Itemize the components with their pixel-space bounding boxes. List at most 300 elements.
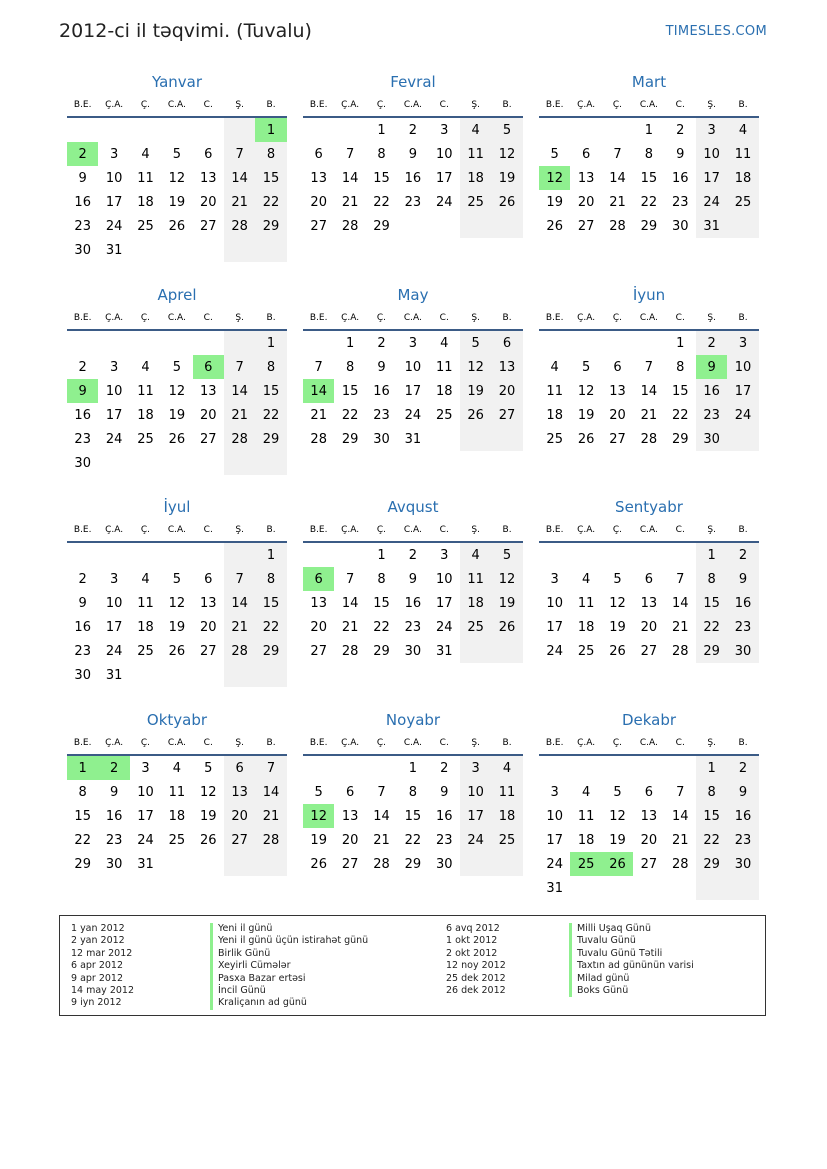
day-cell: 4 xyxy=(141,146,150,162)
legend-left-dates xyxy=(71,923,134,1010)
weekday-label: C. xyxy=(203,313,213,323)
day-cell: 29 xyxy=(341,431,359,447)
day-cell: 13 xyxy=(491,355,522,379)
day-cell: 17 xyxy=(435,595,453,611)
weekday-label: Ç. xyxy=(376,100,387,110)
empty-cell xyxy=(633,331,664,355)
empty-cell xyxy=(224,118,255,142)
weekday-header xyxy=(539,519,759,543)
day-cell: 15 xyxy=(640,170,658,186)
day-cell: 11 xyxy=(460,142,491,166)
weekday-label: Ç. xyxy=(376,525,387,535)
empty-cell xyxy=(161,451,192,475)
empty-cell xyxy=(193,543,224,567)
day-cell: 12 xyxy=(609,808,626,824)
day-cell: 16 xyxy=(74,194,91,210)
day-cell: 25 xyxy=(491,828,522,852)
day-cell: 8 xyxy=(644,146,653,162)
empty-cell xyxy=(491,639,522,663)
day-cell: 5 xyxy=(460,331,491,355)
day-cell: 2 xyxy=(78,359,87,375)
day-cell: 10 xyxy=(137,784,154,800)
day-cell: 16 xyxy=(74,619,91,635)
empty-cell xyxy=(633,756,664,780)
day-cell: 10 xyxy=(696,142,727,166)
weekday-label: C.A. xyxy=(403,738,422,748)
empty-cell xyxy=(334,118,365,142)
day-cell: 27 xyxy=(640,643,658,659)
day-cell: 23 xyxy=(671,194,689,210)
day-cell: 3 xyxy=(440,122,449,138)
empty-cell xyxy=(67,543,98,567)
day-cell: 25 xyxy=(570,852,601,876)
day-cell: 26 xyxy=(199,832,217,848)
day-cell: 3 xyxy=(440,547,449,563)
day-cell: 10 xyxy=(546,595,563,611)
weekday-label: Ç. xyxy=(612,525,623,535)
day-grid xyxy=(303,756,523,876)
day-grid xyxy=(539,543,759,663)
weekday-label: Ç.A. xyxy=(341,313,360,323)
day-cell: 3 xyxy=(109,359,119,375)
day-cell: 22 xyxy=(373,619,390,635)
day-cell: 24 xyxy=(460,828,491,852)
day-cell: 1 xyxy=(644,122,653,138)
day-cell: 16 xyxy=(696,379,727,403)
day-cell: 28 xyxy=(671,856,689,872)
legend-left-names xyxy=(210,923,368,1010)
weekday-label: Ş. xyxy=(707,100,716,110)
empty-cell xyxy=(602,756,633,780)
day-cell: 11 xyxy=(546,383,563,399)
weekday-label: Ç.A. xyxy=(105,313,124,323)
day-cell: 3 xyxy=(550,784,559,800)
weekday-label: Ş. xyxy=(235,525,244,535)
day-cell: 6 xyxy=(204,571,213,587)
day-cell: 20 xyxy=(577,194,595,210)
day-cell: 29 xyxy=(671,431,689,447)
day-cell: 11 xyxy=(491,780,522,804)
empty-cell xyxy=(665,756,696,780)
day-cell: 25 xyxy=(137,218,154,234)
day-cell: 4 xyxy=(581,784,591,800)
day-cell: 15 xyxy=(671,383,689,399)
weekday-label: B. xyxy=(502,100,512,110)
month-name: Fevral xyxy=(390,73,436,91)
day-cell: 30 xyxy=(435,856,453,872)
legend-date: 1 okt 2012 xyxy=(446,935,498,947)
day-cell: 26 xyxy=(168,431,186,447)
weekday-label: Ç.A. xyxy=(341,100,360,110)
weekday-header xyxy=(67,94,287,118)
day-cell: 30 xyxy=(74,455,91,471)
weekday-label: Ş. xyxy=(235,738,244,748)
weekday-label: Ç. xyxy=(140,313,151,323)
weekday-label: Ç.A. xyxy=(105,100,124,110)
day-cell: 15 xyxy=(696,591,727,615)
day-cell: 3 xyxy=(109,571,119,587)
weekday-label: B.E. xyxy=(309,738,328,748)
day-cell: 19 xyxy=(168,619,186,635)
day-cell: 23 xyxy=(435,832,453,848)
weekday-header xyxy=(539,307,759,331)
empty-cell xyxy=(224,238,255,262)
day-cell: 16 xyxy=(74,407,91,423)
legend-date: 12 noy 2012 xyxy=(446,960,506,972)
month-yanvar xyxy=(67,70,287,262)
day-cell: 4 xyxy=(727,118,758,142)
weekday-label: Ç.A. xyxy=(341,525,360,535)
empty-cell xyxy=(570,756,601,780)
day-cell: 13 xyxy=(577,170,595,186)
day-cell: 29 xyxy=(255,427,286,451)
day-cell: 9 xyxy=(408,146,417,162)
legend-date: 25 dek 2012 xyxy=(446,972,506,984)
day-cell: 16 xyxy=(671,170,689,186)
day-cell: 20 xyxy=(224,804,255,828)
weekday-label: C. xyxy=(203,525,213,535)
weekday-header xyxy=(539,94,759,118)
day-cell: 22 xyxy=(74,832,91,848)
weekday-label: B. xyxy=(502,738,512,748)
day-cell: 9 xyxy=(696,355,727,379)
day-cell: 25 xyxy=(137,431,154,447)
day-cell: 4 xyxy=(172,760,181,776)
day-cell: 23 xyxy=(727,615,758,639)
day-cell: 13 xyxy=(310,595,327,611)
empty-cell xyxy=(303,543,334,567)
day-cell: 8 xyxy=(255,355,286,379)
day-cell: 6 xyxy=(204,146,213,162)
day-cell: 14 xyxy=(341,170,359,186)
day-cell: 4 xyxy=(460,543,491,567)
day-cell: 5 xyxy=(550,146,559,162)
weekday-label: B.E. xyxy=(73,525,92,535)
weekday-label: C.A. xyxy=(167,738,186,748)
day-cell: 21 xyxy=(671,832,689,848)
day-cell: 18 xyxy=(137,619,154,635)
day-cell: 19 xyxy=(199,808,217,824)
day-cell: 24 xyxy=(105,218,123,234)
weekday-label: C.A. xyxy=(403,100,422,110)
day-cell: 25 xyxy=(460,615,491,639)
day-cell: 10 xyxy=(435,146,453,162)
day-grid xyxy=(303,118,523,238)
day-cell: 1 xyxy=(408,760,417,776)
weekday-label: B.E. xyxy=(73,100,92,110)
day-cell: 18 xyxy=(168,808,186,824)
day-cell: 9 xyxy=(727,780,758,804)
weekday-label: Ç. xyxy=(612,313,623,323)
day-cell: 26 xyxy=(609,643,626,659)
weekday-header xyxy=(303,307,523,331)
day-cell: 31 xyxy=(696,214,727,238)
empty-cell xyxy=(303,118,334,142)
day-cell: 11 xyxy=(577,595,595,611)
day-cell: 9 xyxy=(440,784,449,800)
day-cell: 3 xyxy=(109,146,119,162)
day-cell: 22 xyxy=(696,615,727,639)
weekday-label: Ş. xyxy=(471,313,480,323)
day-cell: 19 xyxy=(491,591,522,615)
day-cell: 25 xyxy=(460,190,491,214)
day-cell: 12 xyxy=(199,784,217,800)
weekday-label: C.A. xyxy=(403,525,422,535)
empty-cell xyxy=(570,331,601,355)
day-cell: 17 xyxy=(460,804,491,828)
day-cell: 31 xyxy=(546,880,563,896)
day-cell: 9 xyxy=(408,571,417,587)
day-cell: 30 xyxy=(727,639,758,663)
day-cell: 4 xyxy=(141,571,150,587)
day-cell: 25 xyxy=(577,643,595,659)
empty-cell xyxy=(255,238,286,262)
day-cell: 19 xyxy=(168,407,186,423)
day-cell: 21 xyxy=(341,194,359,210)
day-cell: 23 xyxy=(404,194,422,210)
empty-cell xyxy=(130,238,161,262)
legend-date: 26 dek 2012 xyxy=(446,984,506,996)
day-cell: 7 xyxy=(345,146,355,162)
day-cell: 24 xyxy=(696,190,727,214)
day-cell: 24 xyxy=(727,403,758,427)
day-cell: 15 xyxy=(74,808,91,824)
day-cell: 28 xyxy=(341,218,359,234)
legend-holiday: Boks Günü xyxy=(569,985,694,997)
day-cell: 4 xyxy=(581,571,591,587)
day-cell: 13 xyxy=(199,170,217,186)
empty-cell xyxy=(570,876,601,900)
day-cell: 16 xyxy=(404,170,422,186)
day-cell: 27 xyxy=(577,218,595,234)
day-cell: 8 xyxy=(255,567,286,591)
day-cell: 29 xyxy=(696,852,727,876)
empty-cell xyxy=(67,118,98,142)
legend-holiday: Tuvalu Günü Tətili xyxy=(569,948,694,960)
month-name: Sentyabr xyxy=(615,498,683,516)
day-cell: 8 xyxy=(696,567,727,591)
day-cell: 10 xyxy=(435,571,453,587)
weekday-label: Ş. xyxy=(707,313,716,323)
legend-holiday: Pasxa Bazar ertəsi xyxy=(210,973,368,985)
weekday-label: B. xyxy=(502,313,512,323)
month-name: İyun xyxy=(632,286,666,304)
day-cell: 11 xyxy=(460,567,491,591)
day-cell: 6 xyxy=(224,756,255,780)
day-cell: 19 xyxy=(460,379,491,403)
day-cell: 20 xyxy=(199,619,217,635)
day-cell: 5 xyxy=(491,543,522,567)
day-cell: 21 xyxy=(640,407,658,423)
day-cell: 13 xyxy=(199,595,217,611)
day-cell: 30 xyxy=(404,643,422,659)
empty-cell xyxy=(460,427,491,451)
day-cell: 27 xyxy=(224,828,255,852)
brand-logo[interactable]: TIMESLES.COM xyxy=(665,24,767,39)
day-cell: 7 xyxy=(224,567,255,591)
day-cell: 19 xyxy=(310,832,327,848)
day-cell: 28 xyxy=(640,431,658,447)
day-cell: 8 xyxy=(676,359,685,375)
day-cell: 15 xyxy=(341,383,359,399)
day-cell: 24 xyxy=(435,194,453,210)
day-cell: 5 xyxy=(204,760,213,776)
legend-right-dates xyxy=(446,923,506,997)
day-cell: 8 xyxy=(377,571,386,587)
day-cell: 29 xyxy=(373,643,390,659)
day-cell: 17 xyxy=(546,832,563,848)
day-cell: 24 xyxy=(546,643,563,659)
empty-cell xyxy=(491,427,522,451)
weekday-label: Ç. xyxy=(140,738,151,748)
day-cell: 28 xyxy=(373,856,390,872)
weekday-header xyxy=(67,307,287,331)
day-cell: 29 xyxy=(640,218,658,234)
day-cell: 12 xyxy=(168,170,186,186)
day-cell: 18 xyxy=(727,166,758,190)
weekday-label: Ş. xyxy=(235,100,244,110)
holiday-legend xyxy=(59,915,766,1016)
day-cell: 2 xyxy=(727,543,758,567)
day-grid xyxy=(67,756,287,876)
month-name: Oktyabr xyxy=(146,711,208,729)
day-cell: 7 xyxy=(676,784,685,800)
day-cell: 16 xyxy=(435,808,453,824)
day-cell: 8 xyxy=(345,359,355,375)
day-cell: 18 xyxy=(577,832,595,848)
empty-cell xyxy=(193,118,224,142)
day-cell: 23 xyxy=(74,431,91,447)
day-cell: 15 xyxy=(373,170,390,186)
day-cell: 13 xyxy=(310,170,327,186)
day-cell: 30 xyxy=(74,667,91,683)
day-cell: 28 xyxy=(255,828,286,852)
month-fevral xyxy=(303,70,523,238)
empty-cell xyxy=(161,331,192,355)
day-cell: 14 xyxy=(609,170,626,186)
day-cell: 7 xyxy=(224,355,255,379)
day-cell: 5 xyxy=(581,359,591,375)
day-cell: 30 xyxy=(105,856,123,872)
empty-cell xyxy=(161,118,192,142)
month-aprel xyxy=(67,283,287,475)
weekday-label: B. xyxy=(502,525,512,535)
empty-cell xyxy=(602,543,633,567)
empty-cell xyxy=(98,451,129,475)
day-cell: 12 xyxy=(303,804,334,828)
day-cell: 24 xyxy=(105,431,123,447)
day-grid xyxy=(539,331,759,451)
day-cell: 27 xyxy=(609,431,626,447)
day-cell: 15 xyxy=(696,804,727,828)
day-cell: 20 xyxy=(609,407,626,423)
legend-date: 9 apr 2012 xyxy=(71,972,124,984)
legend-date: 6 avq 2012 xyxy=(446,923,500,934)
legend-holiday: Kraliçanın ad günü xyxy=(210,997,368,1009)
empty-cell xyxy=(130,451,161,475)
day-cell: 2 xyxy=(98,756,129,780)
day-cell: 5 xyxy=(172,571,181,587)
legend-date: 9 iyn 2012 xyxy=(71,997,122,1009)
weekday-label: C. xyxy=(675,100,685,110)
weekday-label: C. xyxy=(439,525,449,535)
empty-cell xyxy=(429,214,460,238)
day-cell: 24 xyxy=(404,407,422,423)
day-cell: 15 xyxy=(373,595,390,611)
weekday-label: B.E. xyxy=(73,738,92,748)
day-cell: 26 xyxy=(546,218,563,234)
legend-date: 2 okt 2012 xyxy=(446,947,498,959)
day-cell: 20 xyxy=(199,407,217,423)
empty-cell xyxy=(665,876,696,900)
weekday-label: B. xyxy=(266,525,276,535)
day-cell: 14 xyxy=(341,595,359,611)
weekday-header xyxy=(303,94,523,118)
day-cell: 4 xyxy=(141,359,150,375)
day-cell: 11 xyxy=(168,784,186,800)
day-cell: 2 xyxy=(696,331,727,355)
day-cell: 15 xyxy=(404,808,422,824)
day-cell: 26 xyxy=(577,431,595,447)
day-cell: 18 xyxy=(137,407,154,423)
day-cell: 14 xyxy=(255,780,286,804)
day-cell: 12 xyxy=(460,355,491,379)
empty-cell xyxy=(161,238,192,262)
day-cell: 1 xyxy=(676,335,685,351)
empty-cell xyxy=(161,663,192,687)
day-cell: 5 xyxy=(613,571,622,587)
day-cell: 10 xyxy=(404,359,422,375)
empty-cell xyxy=(602,331,633,355)
day-cell: 17 xyxy=(404,383,422,399)
day-cell: 5 xyxy=(172,359,181,375)
weekday-label: Ç. xyxy=(140,525,151,535)
legend-date: 14 may 2012 xyxy=(71,984,135,996)
day-cell: 6 xyxy=(314,146,323,162)
day-cell: 26 xyxy=(491,190,522,214)
day-cell: 16 xyxy=(404,595,422,611)
month-name: Mart xyxy=(631,73,667,91)
day-cell: 10 xyxy=(546,808,563,824)
day-cell: 21 xyxy=(373,832,390,848)
legend-date: 6 apr 2012 xyxy=(71,960,124,972)
empty-cell xyxy=(130,331,161,355)
day-cell: 1 xyxy=(696,543,727,567)
day-cell: 2 xyxy=(67,142,98,166)
day-cell: 23 xyxy=(74,218,91,234)
weekday-label: Ç.A. xyxy=(577,313,596,323)
day-cell: 11 xyxy=(137,595,154,611)
month-dekabr xyxy=(539,708,759,900)
weekday-label: Ç.A. xyxy=(105,525,124,535)
empty-cell xyxy=(303,756,334,780)
day-cell: 24 xyxy=(435,619,453,635)
empty-cell xyxy=(98,118,129,142)
weekday-label: C. xyxy=(675,738,685,748)
day-cell: 23 xyxy=(373,407,390,423)
day-cell: 9 xyxy=(78,170,87,186)
day-cell: 21 xyxy=(671,619,689,635)
day-cell: 29 xyxy=(255,214,286,238)
empty-cell xyxy=(224,451,255,475)
day-cell: 24 xyxy=(546,856,563,872)
day-cell: 26 xyxy=(168,643,186,659)
day-cell: 21 xyxy=(224,403,255,427)
day-cell: 2 xyxy=(440,760,449,776)
day-cell: 18 xyxy=(460,166,491,190)
day-cell: 1 xyxy=(255,331,286,355)
day-cell: 9 xyxy=(109,784,119,800)
